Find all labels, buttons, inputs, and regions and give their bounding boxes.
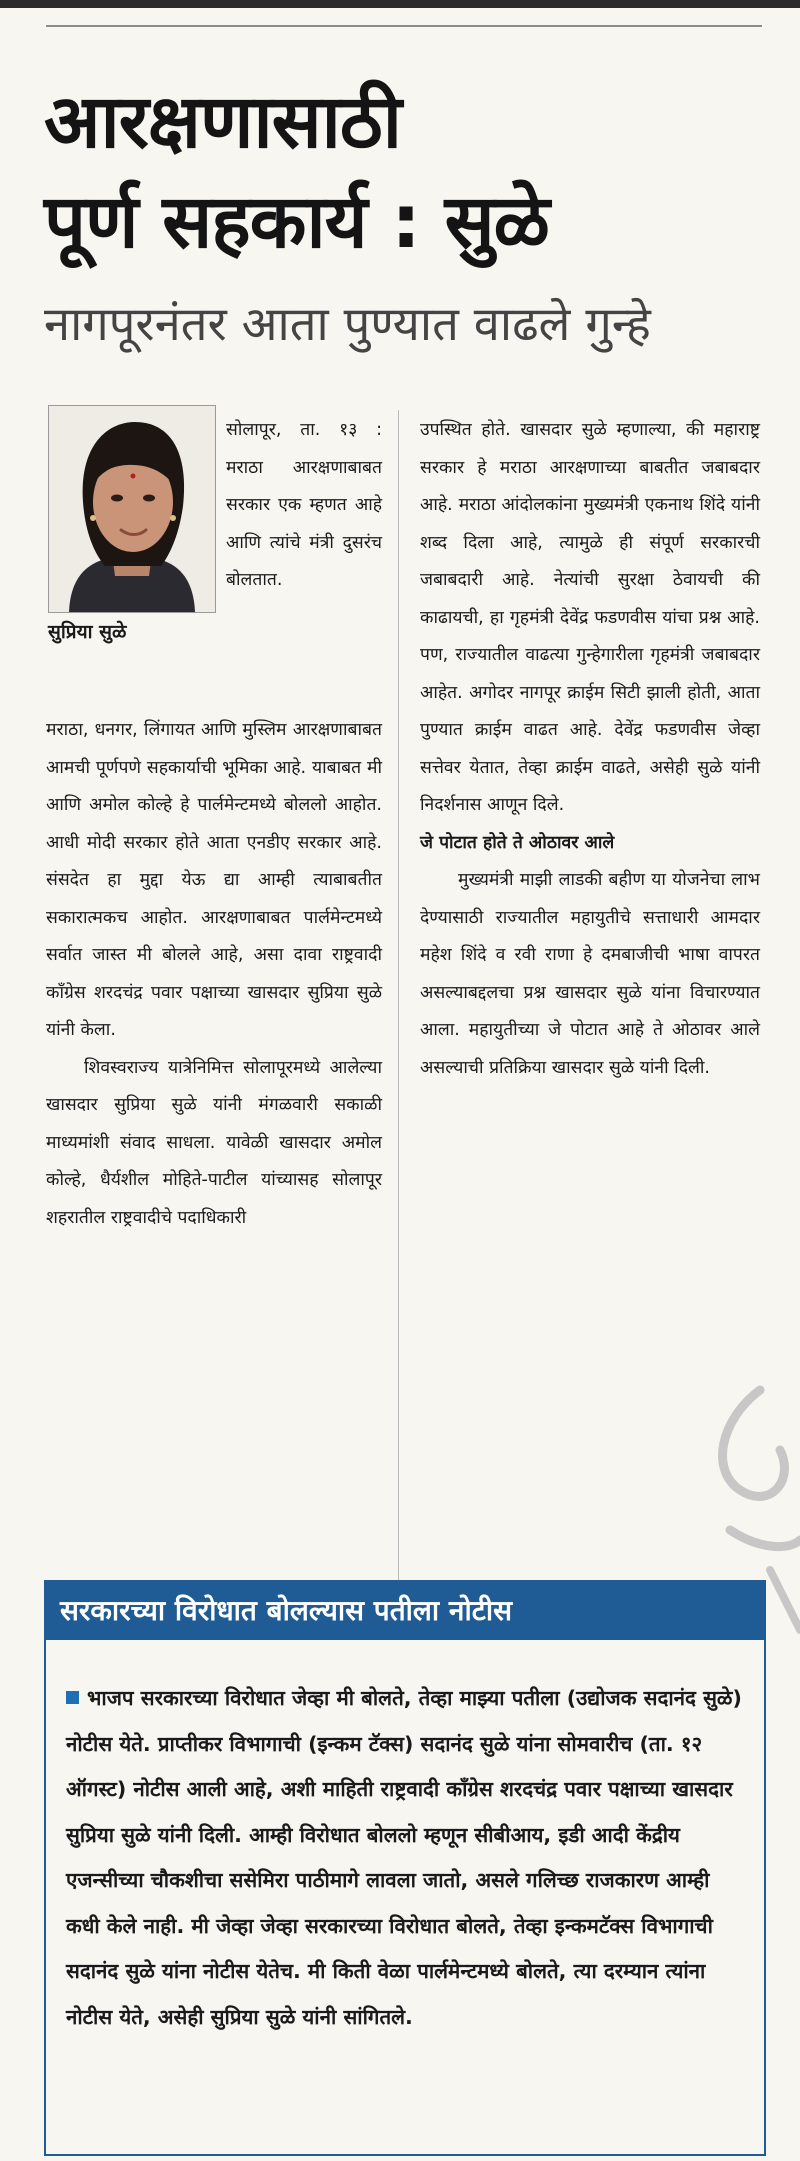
top-rule (46, 25, 762, 27)
subheadline: नागपूरनंतर आता पुण्यात वाढले गुन्हे (44, 297, 651, 352)
sidebar-box (44, 1580, 766, 2156)
box-body-text (66, 1676, 746, 2040)
box-heading: सरकारच्या विरोधात बोलल्यास पतीला नोटीस (46, 1582, 764, 1640)
portrait-illustration (49, 406, 215, 612)
column-divider (398, 410, 399, 1600)
article-paragraph: मुख्यमंत्री माझी लाडकी बहीण या योजनेचा लाभ देण्यासाठी राज्यातील महायुतीचे सत्ताधारी आमदार महेश शिंदे व रवी राणा हे दमबाजीची भाषा वापरत असल्याबद्दलचा प्रश्न खासदार सुळे यांना विचारण्यात आला. महायुतीच्या जे पोटात आहे ते ओठावर आले असल्याची प्रतिक्रिया खासदार सुळे यांनी दिली. (420, 870, 760, 1078)
headline-line-2: पूर्ण सहकार्य : सुळे (44, 179, 549, 265)
box-body-content: भाजप सरकारच्या विरोधात जेव्हा मी बोलते, तेव्हा माझ्या पतीला (उद्योजक सदानंद सुळे) नोटीस येते. प्राप्तीकर विभागाची (इन्कम टॅक्स) सदानंद सुळे यांना सोमवारीच (ता. १२ ऑगस्ट) नोटीस आली आहे, अशी माहिती राष्ट्रवादी काँग्रेस शरदचंद्र पवार पक्षाच्या खासदार सुप्रिया सुळे यांनी दिली. आम्ही विरोधात बोललो म्हणून सीबीआय, इडी आदी केंद्रीय एजन्सीच्या चौकशीचा ससेमिरा पाठीमागे लावला जातो, असले गलिच्छ राजकारण आम्ही कधी केले नाही. मी जेव्हा जेव्हा सरकारच्या विरोधात बोलते, तेव्हा इन्कमटॅक्स विभागाची सदानंद सुळे यांना नोटीस येतेच. मी किती वेळा पार्लमेन्टमध्ये बोलते, त्या दरम्यान त्यांना नोटीस येते, असेही सुप्रिया सुळे यांनी सांगितले. (66, 1686, 742, 2029)
article-subheading: जे पोटात होते ते ओठावर आले (420, 832, 615, 853)
article-left-column (46, 712, 382, 1237)
article-paragraph: उपस्थित होते. खासदार सुळे म्हणाल्या, की महाराष्ट्र सरकार हे मराठा आरक्षणाच्या बाबतीत जबाबदार आहे. मराठा आंदोलकांना मुख्यमंत्री एकनाथ शिंदे यांनी शब्द दिला आहे, त्यामुळे ही संपूर्ण सरकारची जबाबदारी आहे. नेत्यांची सुरक्षा ठेवायची की काढायची, हा गृहमंत्री देवेंद्र फडणवीस यांचा प्रश्न आहे. पण, राज्यातील वाढत्या गुन्हेगारीला गृहमंत्री जबाबदार आहेत. अगोदर नागपूर क्राईम सिटी झाली होती, आता पुण्यात क्राईम वाढत आहे. देवेंद्र फडणवीस जेव्हा सत्तेवर येतात, तेव्हा क्राईम वाढते, असेही सुळे यांनी निदर्शनास आणून दिले. (420, 420, 760, 815)
top-edge-bar (0, 0, 800, 8)
article-right-column (420, 412, 760, 1087)
portrait-photo (48, 405, 216, 613)
square-bullet-icon (66, 1691, 79, 1704)
headline-line-1: आरक्षणासाठी (44, 79, 401, 165)
article-paragraph: शिवस्वराज्य यात्रेनिमित्त सोलापूरमध्ये आलेल्या खासदार सुप्रिया सुळे यांनी मंगळवारी सकाळी माध्यमांशी संवाद साधला. यावेळी खासदार अमोल कोल्हे, धैर्यशील मोहिते-पाटील यांच्यासह सोलापूर शहरातील राष्ट्रवादीचे पदाधिकारी (46, 1057, 382, 1228)
article-lead: सोलापूर, ता. १३ : मराठा आरक्षणाबाबत सरकार एक म्हणत आहे आणि त्यांचे मंत्री दुसरंच बोलतात. (226, 420, 382, 590)
article-paragraph: मराठा, धनगर, लिंगायत आणि मुस्लिम आरक्षणाबाबत आमची पूर्णपणे सहकार्याची भूमिका आहे. याबाबत मी आणि अमोल कोल्हे हे पार्लमेन्टमध्ये बोललो आहोत. आधी मोदी सरकार होते आता एनडीए सरकार आहे. संसदेत हा मुद्दा येऊ द्या आम्ही त्याबाबतीत सकारात्मकच आहोत. आरक्षणाबाबत पार्लमेन्टमध्ये सर्वात जास्त मी बोलले आहे, असा दावा राष्ट्रवादी काँग्रेस शरदचंद्र पवार पक्षाच्या खासदार सुप्रिया सुळे यांनी केला. (46, 720, 382, 1040)
photo-caption: सुप्रिया सुळे (48, 621, 127, 643)
